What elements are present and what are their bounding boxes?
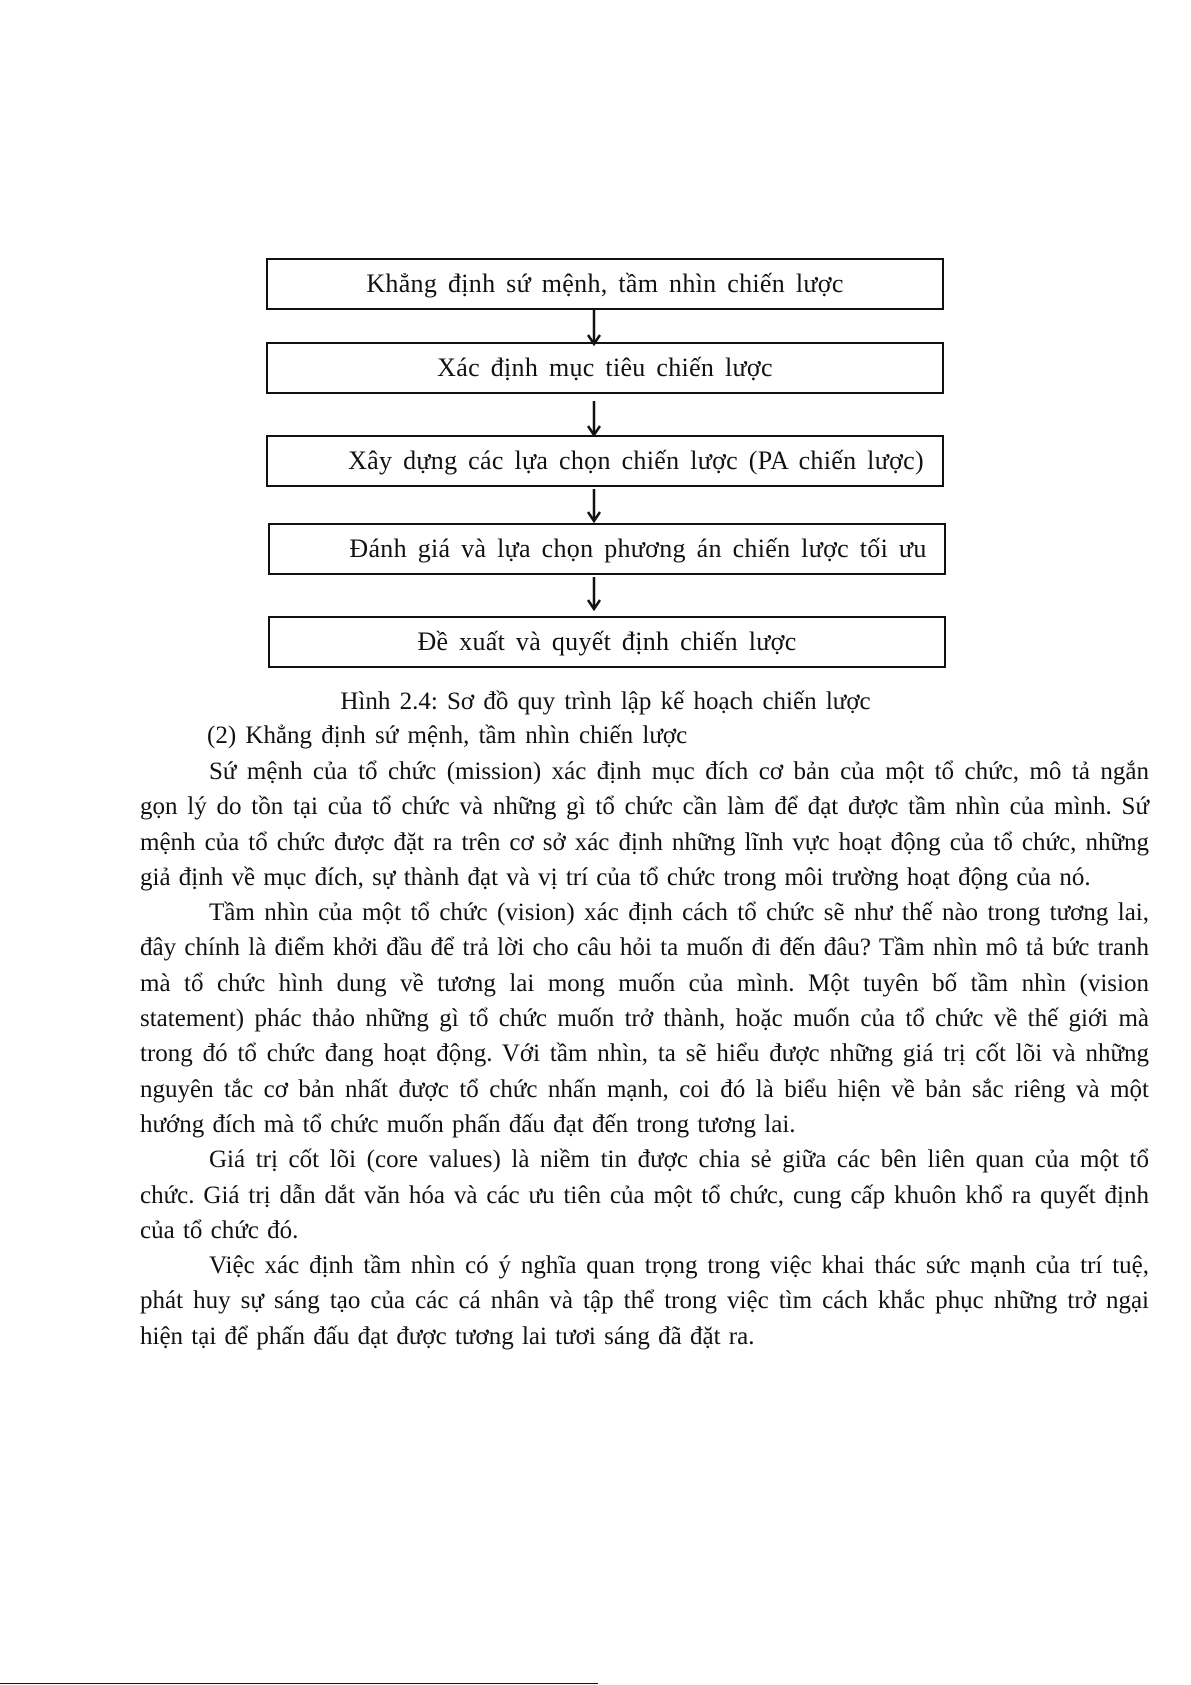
paragraph-mission: Sứ mệnh của tổ chức (mission) xác định mục đích cơ bản của một tổ chức, mô tả ngắn gọn lý do tồn tại của tổ chức và những gì tổ chức cần làm để đạt được tầm nhìn của mình. Sứ mệnh của tổ chức được đặt ra trên cơ sở xác định những lĩnh vực hoạt động của tổ chức, những giả định về mục đích, sự thành đạt và vị trí của tổ chức trong môi trường hoạt động của nó. [140, 758, 1149, 891]
figure-caption: Hình 2.4: Sơ đồ quy trình lập kế hoạch chiến lược [340, 688, 871, 715]
down-arrow-icon [586, 310, 602, 346]
flow-step-5-label: Đề xuất và quyết định chiến lược [417, 627, 797, 656]
flow-step-5 [268, 616, 946, 668]
flowchart [0, 0, 1191, 680]
paragraph-vision: Tầm nhìn của một tổ chức (vision) xác định cách tổ chức sẽ như thế nào trong tương lai, đây chính là điểm khởi đầu để trả lời cho câu hỏi ta muốn đi đến đâu? Tầm nhìn mô tả bức tranh mà tổ chức hình dung về tương lai mong muốn của mình. Một tuyên bố tầm nhìn (vision statement) phác thảo những gì tổ chức muốn trở thành, hoặc muốn của tổ chức về thế giới mà trong đó tổ chức đang hoạt động. Với tầm nhìn, ta sẽ hiểu được những giá trị cốt lõi và những nguyên tắc cơ bản nhất được tổ chức nhấn mạnh, coi đó là biểu hiện về bản sắc riêng và một hướng đích mà tổ chức muốn phấn đấu đạt đến trong tương lai. [140, 899, 1149, 1138]
section-heading: (2) Khẳng định sứ mệnh, tầm nhìn chiến lược [207, 722, 688, 749]
flow-step-4 [268, 523, 946, 575]
flow-step-3 [266, 435, 944, 487]
paragraph-core-values: Giá trị cốt lõi (core values) là niềm tin được chia sẻ giữa các bên liên quan của một tổ chức. Giá trị dẫn dắt văn hóa và các ưu tiên của một tổ chức, cung cấp khuôn khổ ra quyết định của tổ chức đó. [140, 1146, 1149, 1244]
down-arrow-icon [586, 577, 602, 611]
flow-step-2 [266, 342, 944, 394]
flow-step-4-label: Đánh giá và lựa chọn phương án chiến lược tối ưu [349, 534, 927, 563]
footer-rule [0, 1683, 598, 1684]
flow-step-1 [266, 258, 944, 310]
paragraph-vision-importance: Việc xác định tầm nhìn có ý nghĩa quan trọng trong việc khai thác sức mạnh của trí tuệ, phát huy sự sáng tạo của các cá nhân và tập thể trong việc tìm cách khắc phục những trở ngại hiện tại để phấn đấu đạt được tương lai tươi sáng đã đặt ra. [140, 1252, 1149, 1350]
flow-step-2-label: Xác định mục tiêu chiến lược [437, 353, 773, 382]
flow-step-1-label: Khẳng định sứ mệnh, tầm nhìn chiến lược [366, 269, 844, 298]
down-arrow-icon [586, 401, 602, 437]
body-text [140, 754, 1149, 1354]
flow-step-3-label: Xây dựng các lựa chọn chiến lược (PA chiến lược) [348, 446, 924, 475]
down-arrow-icon [586, 489, 602, 523]
